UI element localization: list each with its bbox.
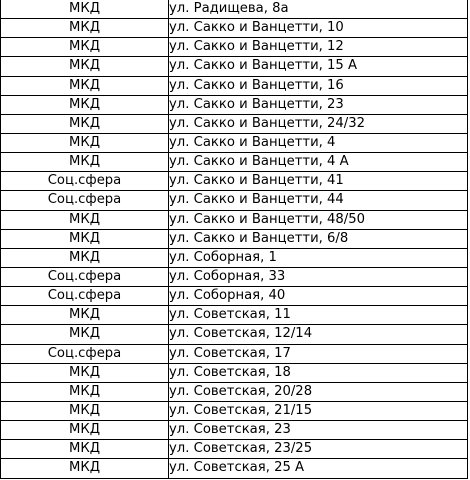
table-row <box>1 210 468 229</box>
address-cell[interactable]: ул. Соборная, 1 <box>169 248 468 267</box>
object-type-cell[interactable]: МКД <box>1 210 169 229</box>
address-cell[interactable]: ул. Сакко и Ванцетти, 24/32 <box>169 114 468 133</box>
address-cell[interactable]: ул. Сакко и Ванцетти, 4 <box>169 133 468 152</box>
address-cell[interactable]: ул. Сакко и Ванцетти, 15 А <box>169 57 468 76</box>
address-cell[interactable]: ул. Сакко и Ванцетти, 12 <box>169 38 468 57</box>
address-cell[interactable]: ул. Советская, 12/14 <box>169 325 468 344</box>
object-type-cell[interactable]: МКД <box>1 306 169 325</box>
address-cell[interactable]: ул. Сакко и Ванцетти, 16 <box>169 76 468 95</box>
table-row <box>1 459 468 478</box>
address-cell[interactable]: ул. Соборная, 33 <box>169 267 468 286</box>
object-type-cell[interactable]: МКД <box>1 382 169 401</box>
address-cell[interactable]: ул. Советская, 21/15 <box>169 401 468 420</box>
table-row <box>1 19 468 38</box>
address-cell[interactable]: ул. Советская, 17 <box>169 344 468 363</box>
table-row <box>1 153 468 172</box>
object-type-cell[interactable]: Соц.сфера <box>1 267 169 286</box>
address-cell[interactable]: ул. Советская, 11 <box>169 306 468 325</box>
object-type-cell[interactable]: Соц.сфера <box>1 191 169 210</box>
object-type-cell[interactable]: МКД <box>1 0 169 19</box>
address-cell[interactable]: ул. Советская, 23 <box>169 421 468 440</box>
table-row <box>1 325 468 344</box>
table-row <box>1 133 468 152</box>
table-row <box>1 306 468 325</box>
table-row <box>1 191 468 210</box>
table-row <box>1 344 468 363</box>
table-row <box>1 229 468 248</box>
address-cell[interactable]: ул. Сакко и Ванцетти, 10 <box>169 19 468 38</box>
address-cell[interactable]: ул. Сакко и Ванцетти, 44 <box>169 191 468 210</box>
object-type-cell[interactable]: МКД <box>1 401 169 420</box>
address-table-body <box>1 0 468 478</box>
address-cell[interactable]: ул. Советская, 20/28 <box>169 382 468 401</box>
table-row <box>1 95 468 114</box>
address-cell[interactable]: ул. Сакко и Ванцетти, 4 А <box>169 153 468 172</box>
table-row <box>1 363 468 382</box>
address-cell[interactable]: ул. Советская, 18 <box>169 363 468 382</box>
table-row <box>1 38 468 57</box>
object-type-cell[interactable]: МКД <box>1 38 169 57</box>
object-type-cell[interactable]: МКД <box>1 248 169 267</box>
object-type-cell[interactable]: МКД <box>1 114 169 133</box>
table-row <box>1 440 468 459</box>
object-type-cell[interactable]: МКД <box>1 421 169 440</box>
object-type-cell[interactable]: Соц.сфера <box>1 287 169 306</box>
address-cell[interactable]: ул. Сакко и Ванцетти, 48/50 <box>169 210 468 229</box>
table-row <box>1 401 468 420</box>
object-type-cell[interactable]: Соц.сфера <box>1 344 169 363</box>
object-type-cell[interactable]: МКД <box>1 19 169 38</box>
address-cell[interactable]: ул. Радищева, 8а <box>169 0 468 19</box>
object-type-cell[interactable]: МКД <box>1 57 169 76</box>
address-cell[interactable]: ул. Сакко и Ванцетти, 41 <box>169 172 468 191</box>
address-cell[interactable]: ул. Советская, 25 А <box>169 459 468 478</box>
object-type-cell[interactable]: МКД <box>1 229 169 248</box>
table-row <box>1 248 468 267</box>
object-type-cell[interactable]: МКД <box>1 76 169 95</box>
table-row <box>1 267 468 286</box>
object-type-cell[interactable]: МКД <box>1 153 169 172</box>
address-cell[interactable]: ул. Соборная, 40 <box>169 287 468 306</box>
address-cell[interactable]: ул. Сакко и Ванцетти, 6/8 <box>169 229 468 248</box>
object-type-cell[interactable]: МКД <box>1 133 169 152</box>
table-row <box>1 172 468 191</box>
object-type-cell[interactable]: МКД <box>1 325 169 344</box>
object-type-cell[interactable]: МКД <box>1 459 169 478</box>
table-row <box>1 0 468 19</box>
address-cell[interactable]: ул. Советская, 23/25 <box>169 440 468 459</box>
object-type-cell[interactable]: МКД <box>1 95 169 114</box>
object-type-cell[interactable]: МКД <box>1 363 169 382</box>
address-cell[interactable]: ул. Сакко и Ванцетти, 23 <box>169 95 468 114</box>
table-row <box>1 421 468 440</box>
object-type-cell[interactable]: Соц.сфера <box>1 172 169 191</box>
table-row <box>1 57 468 76</box>
table-row <box>1 114 468 133</box>
table-row <box>1 287 468 306</box>
object-type-cell[interactable]: МКД <box>1 440 169 459</box>
table-row <box>1 76 468 95</box>
table-row <box>1 382 468 401</box>
